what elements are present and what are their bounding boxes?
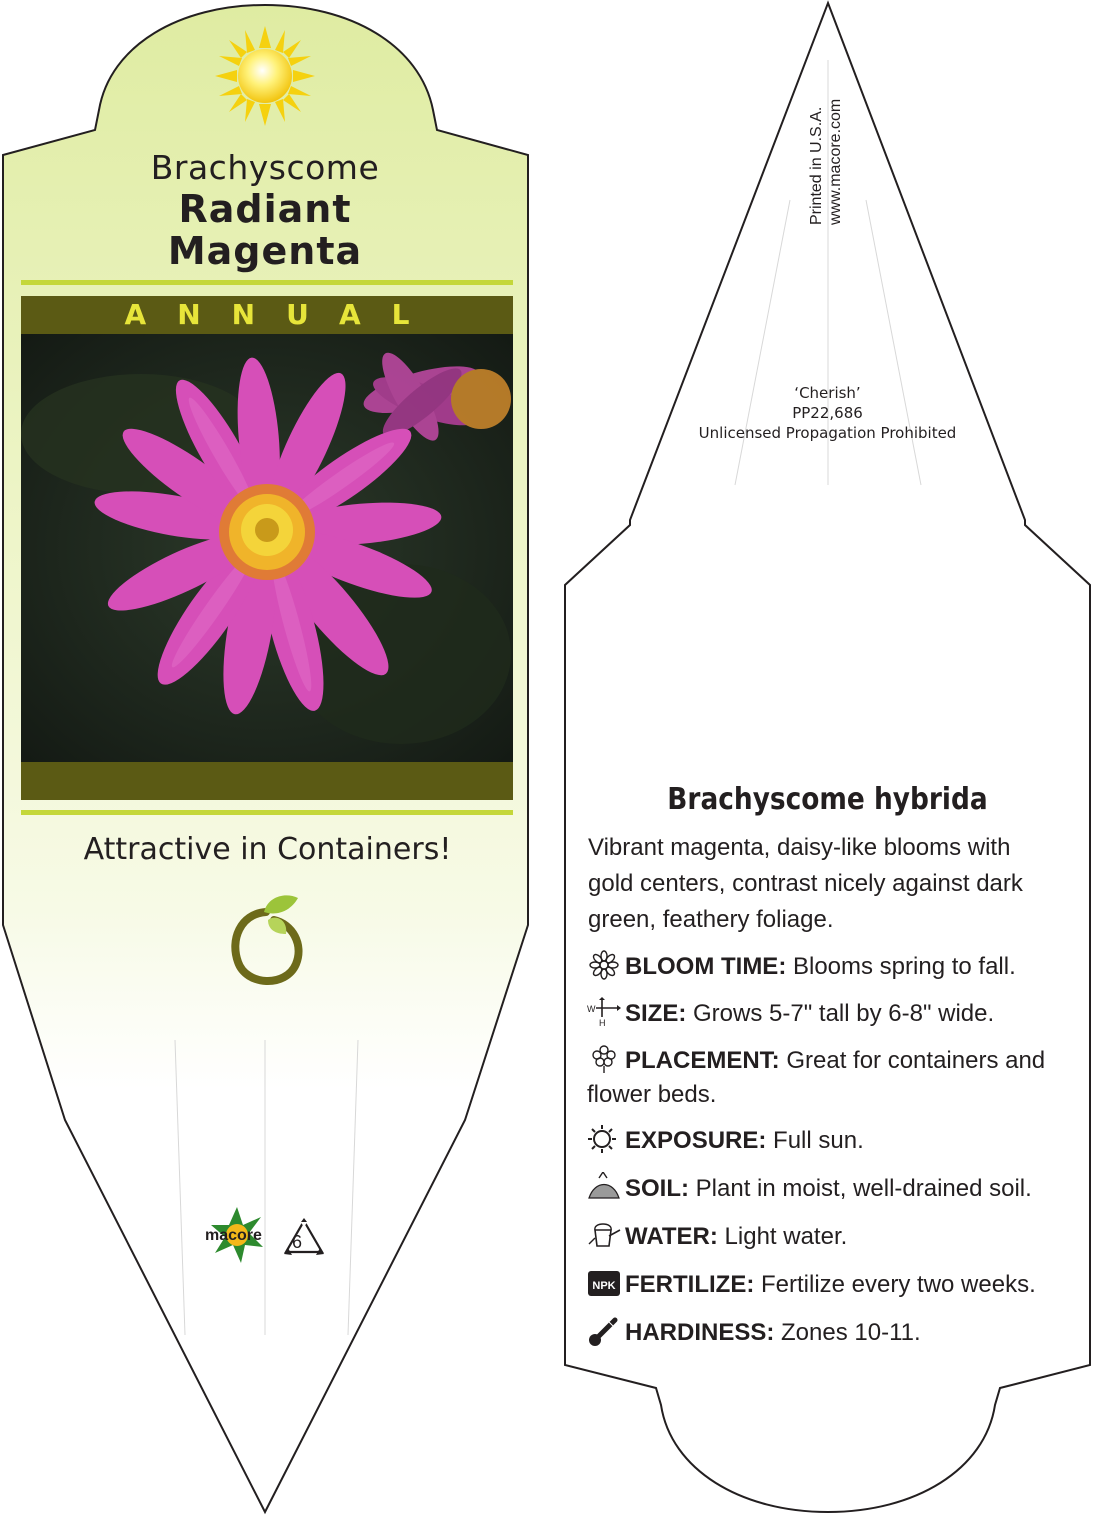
thermometer-icon [587, 1316, 621, 1346]
care-placement [587, 1044, 1057, 1112]
flower-bed-icon [587, 1044, 621, 1074]
fertilize-label: FERTILIZE: [625, 1271, 755, 1298]
watering-can-icon [587, 1220, 621, 1250]
soil-label: SOIL: [625, 1175, 689, 1202]
npk-letters: NPK [592, 1280, 616, 1292]
exposure-label: EXPOSURE: [625, 1127, 767, 1154]
tagline: Attractive in Containers! [83, 832, 452, 867]
care-hardiness [587, 1316, 1057, 1350]
care-bloom-time [587, 950, 1057, 984]
website: www.macore.com [827, 98, 844, 225]
hardiness-label: HARDINESS: [625, 1319, 775, 1346]
care-exposure [587, 1124, 1057, 1158]
care-fertilize [587, 1268, 1057, 1302]
water-label: WATER: [625, 1223, 718, 1250]
cultivar-name: ‘Cherish’ [794, 384, 861, 402]
soil-value: Plant in moist, well-drained soil. [689, 1175, 1032, 1202]
width-letter: W [587, 1004, 596, 1014]
fertilize-value: Fertilize every two weeks. [754, 1271, 1036, 1298]
placement-value: Great for containers and flower beds. [587, 1047, 1046, 1108]
variety-name-line2: Magenta [167, 229, 363, 273]
print-info [807, 99, 845, 225]
bloom-value: Blooms spring to fall. [786, 953, 1016, 980]
sun-outline-icon [587, 1124, 621, 1154]
variety-name-line1: Radiant [178, 187, 352, 231]
care-soil [587, 1172, 1057, 1206]
soil-icon [587, 1172, 621, 1202]
description: Vibrant magenta, daisy-like blooms with gold centers, contrast nicely against dark green, feathery foliage. [588, 834, 1023, 933]
care-water [587, 1220, 1057, 1254]
legal-notice [640, 383, 1015, 443]
size-value: Grows 5-7" tall by 6-8" wide. [686, 1000, 995, 1027]
exposure-value: Full sun. [766, 1127, 864, 1154]
hardiness-value: Zones 10-11. [774, 1319, 921, 1346]
brand-name: macore [205, 1227, 262, 1244]
recycle-number: 6 [292, 1232, 303, 1252]
printed-in: Printed in U.S.A. [808, 106, 825, 225]
patent-number: PP22,686 [792, 404, 863, 422]
dimensions-icon [587, 997, 621, 1027]
placement-label: PLACEMENT: [625, 1047, 780, 1074]
propagation-notice: Unlicensed Propagation Prohibited [698, 424, 957, 442]
latin-name: Brachyscome hybrida [667, 782, 988, 817]
genus-name: Brachyscome [150, 148, 380, 187]
flower-icon [587, 950, 621, 980]
size-label: SIZE: [625, 1000, 687, 1027]
care-size [587, 997, 1057, 1031]
npk-fertilizer-icon [587, 1268, 621, 1298]
water-value: Light water. [717, 1223, 848, 1250]
bloom-label: BLOOM TIME: [625, 953, 787, 980]
plant-category: ANNUAL [124, 298, 441, 331]
height-letter: H [599, 1018, 606, 1027]
